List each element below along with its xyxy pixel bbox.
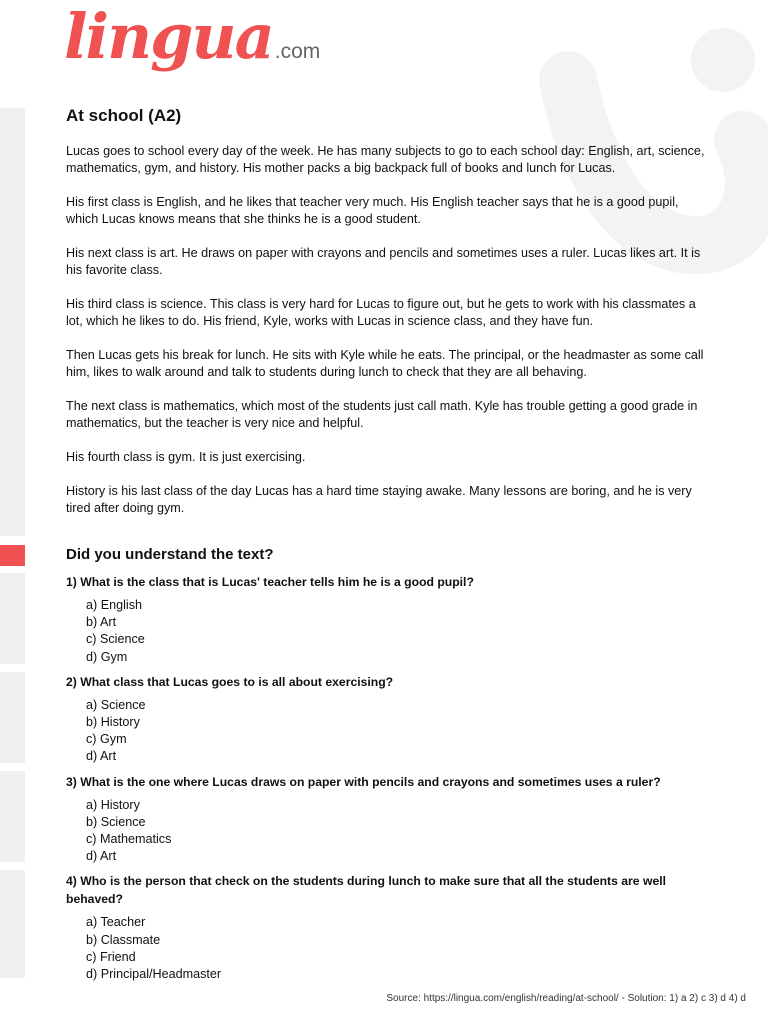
option-d: d) Art	[86, 849, 117, 864]
sidebar-strip-5	[0, 870, 25, 978]
option-a: a) Teacher	[86, 915, 146, 930]
option-d: d) Principal/Headmaster	[86, 967, 222, 982]
source-footer: Source: https://lingua.com/english/reading/at-school/ - Solution: 1) a 2) c 3) d 4) d	[386, 993, 746, 1004]
lingua-logo[interactable]	[64, 0, 321, 73]
option-b: b) Science	[86, 814, 146, 829]
article-paragraph: History is his last class of the day Lucas has a hard time staying awake. Many lessons are boring, and he is very tired after doing gym.	[66, 484, 692, 515]
main-content	[66, 106, 714, 990]
sidebar-strip-1	[0, 108, 25, 536]
question-3	[66, 773, 714, 866]
option-a: a) History	[86, 797, 140, 812]
option-d: d) Gym	[86, 649, 128, 664]
article-paragraph: His fourth class is gym. It is just exercising.	[66, 450, 306, 464]
article-paragraph: Then Lucas gets his break for lunch. He sits with Kyle while he eats. The principal, or the headmaster as some call him, likes to walk around and talk to students during lunch to check that they are all behaving.	[66, 348, 704, 379]
option-b: b) Classmate	[86, 932, 161, 947]
option-a: a) English	[86, 598, 143, 612]
option-a: a) Science	[86, 697, 146, 712]
quiz-title: Did you understand the text?	[66, 546, 274, 563]
options-list	[86, 797, 714, 866]
question-text: 1) What is the class that is Lucas' teacher tells him he is a good pupil?	[66, 575, 474, 589]
article-paragraph: The next class is mathematics, which most of the students just call math. Kyle has trouble getting a good grade in mathematics, but the teacher is very nice and helpful.	[66, 399, 698, 430]
logo-word: lingua	[64, 0, 273, 73]
option-b: b) History	[86, 715, 140, 730]
sidebar-strip-3	[0, 672, 25, 763]
options-list	[86, 914, 714, 983]
question-text: 2) What class that Lucas goes to is all about exercising?	[66, 674, 394, 689]
sidebar-strip-accent	[0, 545, 25, 566]
article-paragraph: His first class is English, and he likes that teacher very much. His English teacher says that he is a good pupil, which Lucas knows means that she thinks he is a good student.	[66, 195, 679, 226]
question-2	[66, 673, 714, 766]
sidebar-strip-4	[0, 771, 25, 862]
sidebar-strip-2	[0, 573, 25, 664]
options-list	[86, 697, 714, 766]
question-1	[66, 573, 714, 666]
option-b: b) Art	[86, 615, 117, 630]
option-c: c) Friend	[86, 949, 136, 964]
logo-tld: .com	[274, 40, 321, 63]
option-c: c) Science	[86, 632, 145, 647]
option-c: c) Gym	[86, 732, 127, 747]
article-paragraph: His next class is art. He draws on paper with crayons and pencils and sometimes uses a ruler. Lucas likes art. It is his favorite class.	[66, 246, 701, 277]
article-title: At school (A2)	[66, 106, 182, 125]
article-paragraph: His third class is science. This class is very hard for Lucas to figure out, but he gets to work with his classmates a lot, which he likes to do. His friend, Kyle, works with Lucas in science class, and they have fun.	[66, 297, 696, 328]
question-text: 4) Who is the person that check on the students during lunch to make sure that all the students are well behaved?	[66, 874, 666, 907]
question-4	[66, 872, 714, 983]
option-c: c) Mathematics	[86, 832, 172, 847]
question-text: 3) What is the one where Lucas draws on paper with pencils and crayons and sometimes uses a ruler?	[66, 774, 661, 789]
option-d: d) Art	[86, 749, 117, 764]
article-paragraph: Lucas goes to school every day of the week. He has many subjects to go to each school day: English, art, science, mathematics, gym, and history. His mother packs a big backpack full of books and lunch for Lucas.	[66, 144, 705, 175]
options-list	[86, 597, 714, 666]
